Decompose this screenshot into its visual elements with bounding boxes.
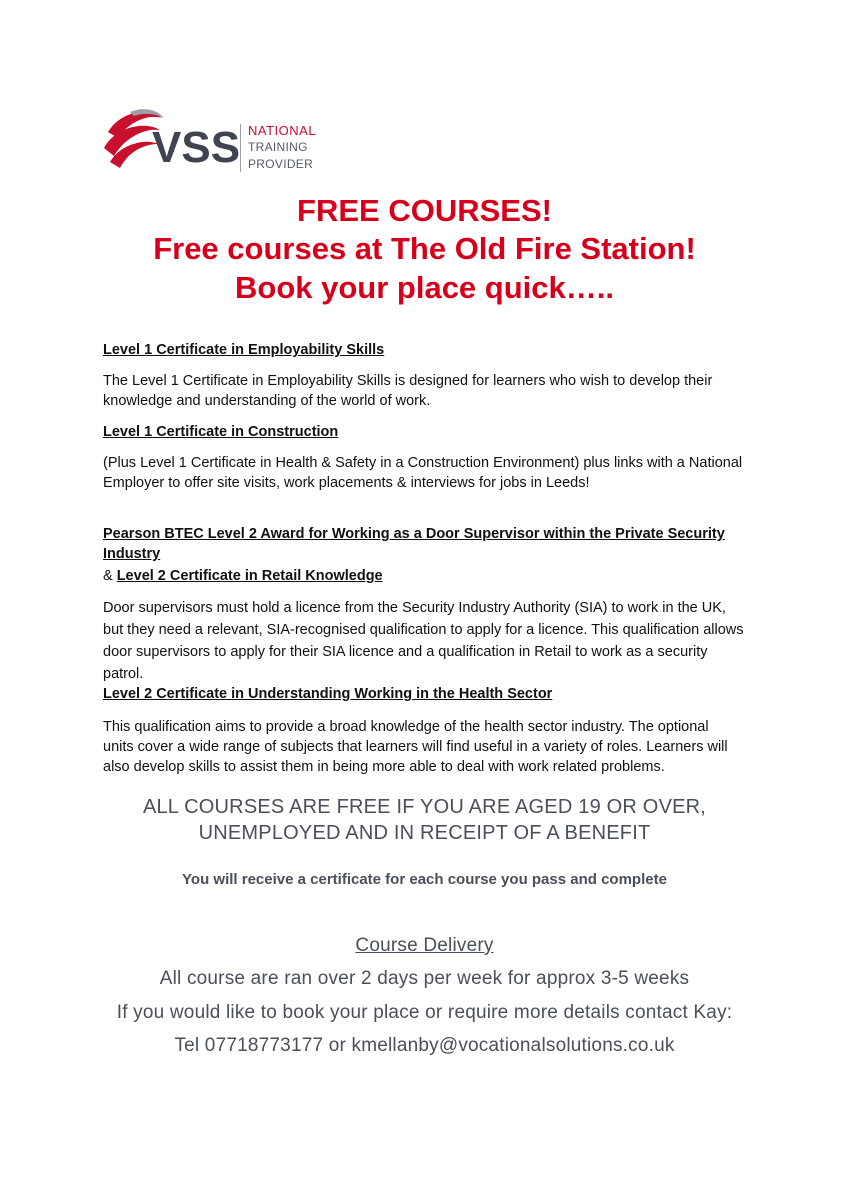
vss-logo <box>100 104 340 174</box>
course-title: Level 1 Certificate in Employability Skills <box>103 342 385 358</box>
eligibility-line-2: UNEMPLOYED AND IN RECEIPT OF A BENEFIT <box>198 822 651 844</box>
course-description-line: This qualification aims to provide a broad knowledge of the health sector industry. The optional <box>103 719 709 735</box>
logo-line-3: PROVIDER <box>248 157 314 171</box>
swoosh-logo-icon <box>100 104 240 174</box>
course-description-line: knowledge and understanding of the world of work. <box>103 393 431 409</box>
course-description-line: units cover a wide range of subjects that learners will find useful in a variety of roles. Learners will <box>103 739 728 755</box>
course-description-line: also develop skills to assist them in being more able to deal with work related problems. <box>103 759 665 775</box>
logo-line-2: TRAINING <box>248 140 308 154</box>
course-employability <box>103 340 753 411</box>
course-title-secondary-row <box>103 564 763 588</box>
course-title: Level 1 Certificate in Construction <box>103 424 339 440</box>
delivery-contact-intro: If you would like to book your place or require more details contact Kay: <box>116 1002 733 1023</box>
course-description-line: patrol. <box>103 666 144 682</box>
course-health-sector <box>103 684 753 777</box>
delivery-heading: Course Delivery <box>355 935 494 956</box>
logo-line-1: NATIONAL <box>248 123 317 138</box>
ampersand: & <box>103 568 113 584</box>
course-description-line: The Level 1 Certificate in Employability Skills is designed for learners who wish to develop their <box>103 373 713 389</box>
course-construction <box>103 422 753 493</box>
eligibility-line-1: ALL COURSES ARE FREE IF YOU ARE AGED 19 OR OVER, <box>142 796 707 818</box>
course-description-line: (Plus Level 1 Certificate in Health & Safety in a Construction Environment) plus links with a National <box>103 455 743 471</box>
headline-book-now: Book your place quick….. <box>235 270 614 305</box>
course-title: Level 2 Certificate in Understanding Working in the Health Sector <box>103 686 553 702</box>
course-title: Level 2 Certificate in Retail Knowledge <box>116 568 383 584</box>
course-title: Pearson BTEC Level 2 Award for Working as a Door Supervisor within the Private Security Industry <box>103 526 725 562</box>
course-description-line: Door supervisors must hold a licence from the Security Industry Authority (SIA) to work in the UK, <box>103 600 726 616</box>
logo-tagline <box>248 122 316 173</box>
logo-brand-text: VSS <box>152 123 240 172</box>
headline-free-courses: FREE COURSES! <box>297 193 552 228</box>
headline-location: Free courses at The Old Fire Station! <box>153 231 696 266</box>
course-description-line: Employer to offer site visits, work placements & interviews for jobs in Leeds! <box>103 475 590 491</box>
course-description-line: door supervisors to apply for their SIA licence and a qualification in Retail to work as a security <box>103 644 708 660</box>
delivery-schedule: All course are ran over 2 days per week for approx 3-5 weeks <box>159 968 690 989</box>
logo-divider <box>240 124 241 172</box>
delivery-contact-details: Tel 07718773177 or kmellanby@vocationalsolutions.co.uk <box>174 1035 675 1056</box>
certificate-note: You will receive a certificate for each course you pass and complete <box>182 871 667 888</box>
course-door-supervisor <box>103 524 763 685</box>
course-description-line: but they need a relevant, SIA-recognised qualification to apply for a licence. This qualification allows <box>103 622 744 638</box>
